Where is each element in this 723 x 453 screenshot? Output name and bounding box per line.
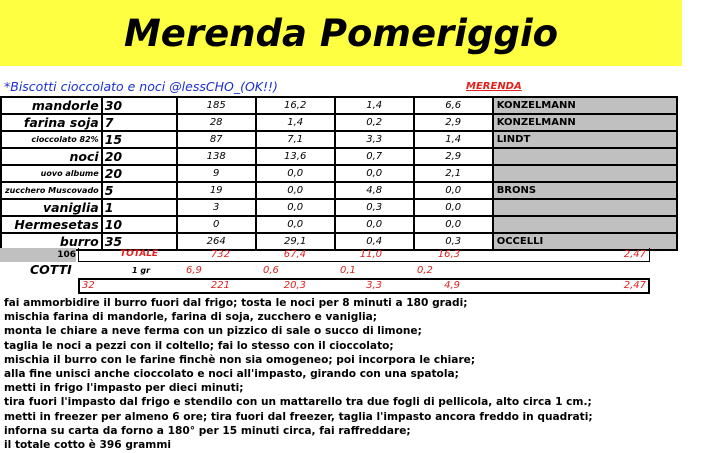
ingredient-kcal: 3	[177, 199, 256, 216]
cooked-qty: 32	[82, 280, 95, 291]
ingredient-qty: 35	[102, 233, 177, 250]
ingredient-name: mandorle	[1, 97, 102, 114]
ingredient-row	[1, 199, 677, 216]
ingredient-kcal: 264	[177, 233, 256, 250]
cotti-protein: 0,2	[417, 265, 433, 276]
recipe-subtitle: *Biscotti cioccolato e noci @lessCHO_(OK!!)	[4, 79, 278, 94]
ingredient-row	[1, 148, 677, 165]
page-title: Merenda Pomeriggio	[123, 11, 559, 55]
ingredient-kcal: 9	[177, 165, 256, 182]
ingredient-carb: 0,0	[335, 216, 414, 233]
cooked-fat: 20,3	[283, 280, 306, 291]
instruction-line: alla fine unisci anche cioccolato e noci all'impasto, girando con una spatola;	[4, 368, 459, 381]
ingredient-name: burro	[1, 233, 102, 250]
ingredient-brand	[493, 199, 677, 216]
total-carb: 11,0	[359, 249, 382, 260]
ingredient-name: farina soja	[1, 114, 102, 131]
ingredient-brand: OCCELLI	[493, 233, 677, 250]
instruction-line: metti in frigo l'impasto per dieci minuti;	[4, 382, 244, 395]
ingredient-qty: 5	[102, 182, 177, 199]
total-kcal: 732	[210, 249, 230, 260]
cooked-ratio: 2,47	[623, 280, 646, 291]
ingredient-qty: 20	[102, 165, 177, 182]
total-ratio: 2,47	[623, 249, 646, 260]
ingredient-name: uovo albume	[1, 165, 102, 182]
ingredient-protein: 0,0	[414, 199, 493, 216]
ingredient-carb: 1,4	[335, 97, 414, 114]
instruction-line: taglia le noci a pezzi con il coltello; fai lo stesso con il cioccolato;	[4, 339, 394, 352]
ingredient-fat: 7,1	[256, 131, 335, 148]
total-left-cell	[0, 248, 76, 262]
total-left-value: 106	[57, 250, 76, 260]
total-label: TOTALE	[120, 249, 159, 259]
ingredient-carb: 0,2	[335, 114, 414, 131]
instruction-line: monta le chiare a neve ferma con un pizzico di sale o succo di limone;	[4, 325, 422, 338]
ingredient-name: vaniglia	[1, 199, 102, 216]
ingredient-fat: 0,0	[256, 216, 335, 233]
ingredient-qty: 7	[102, 114, 177, 131]
ingredient-name: zucchero Muscovado	[1, 182, 102, 199]
ingredient-brand: BRONS	[493, 182, 677, 199]
ingredient-protein: 6,6	[414, 97, 493, 114]
instruction-line: inforna su carta da forno a 180° per 15 minuti circa, fai raffreddare;	[4, 424, 411, 437]
cotti-label: COTTI	[30, 262, 72, 277]
ingredient-carb: 0,0	[335, 165, 414, 182]
ingredient-row	[1, 216, 677, 233]
ingredient-fat: 0,0	[256, 199, 335, 216]
ingredient-protein: 0,0	[414, 216, 493, 233]
ingredient-name: noci	[1, 148, 102, 165]
cotti-kcal: 6,9	[186, 265, 202, 276]
ingredient-fat: 13,6	[256, 148, 335, 165]
ingredient-fat: 1,4	[256, 114, 335, 131]
total-fat: 67,4	[283, 249, 306, 260]
ingredient-kcal: 185	[177, 97, 256, 114]
ingredient-kcal: 87	[177, 131, 256, 148]
ingredient-protein: 2,9	[414, 114, 493, 131]
ingredient-row	[1, 114, 677, 131]
cotti-unit: 1 gr	[132, 266, 151, 275]
cotti-fat: 0,6	[263, 265, 279, 276]
ingredient-protein: 2,9	[414, 148, 493, 165]
total-protein: 16,3	[437, 249, 460, 260]
ingredient-name: cioccolato 82%	[1, 131, 102, 148]
ingredient-qty: 15	[102, 131, 177, 148]
ingredient-brand: KONZELMANN	[493, 114, 677, 131]
cooked-protein: 4,9	[444, 280, 460, 291]
cotti-carb: 0,1	[340, 265, 356, 276]
ingredient-row	[1, 131, 677, 148]
instructions	[4, 296, 593, 452]
ingredients-table	[0, 96, 678, 251]
instruction-line: metti in freezer per almeno 6 ore; tira fuori dal freezer, taglia l'impasto ancora freddo in quadrati;	[4, 410, 593, 423]
merenda-label: MERENDA	[466, 81, 522, 92]
ingredient-carb: 0,4	[335, 233, 414, 250]
ingredient-fat: 29,1	[256, 233, 335, 250]
ingredient-fat: 0,0	[256, 165, 335, 182]
cooked-carb: 3,3	[366, 280, 382, 291]
ingredient-carb: 3,3	[335, 131, 414, 148]
ingredient-protein: 0,0	[414, 182, 493, 199]
ingredient-row	[1, 165, 677, 182]
ingredient-protein: 1,4	[414, 131, 493, 148]
ingredient-name: Hermesetas	[1, 216, 102, 233]
ingredient-brand	[493, 148, 677, 165]
title-bar	[0, 0, 682, 66]
ingredient-brand	[493, 165, 677, 182]
ingredient-fat: 16,2	[256, 97, 335, 114]
ingredient-protein: 0,3	[414, 233, 493, 250]
ingredient-kcal: 0	[177, 216, 256, 233]
ingredient-carb: 0,3	[335, 199, 414, 216]
instruction-line: mischia farina di mandorle, farina di soja, zucchero e vaniglia;	[4, 311, 377, 324]
instruction-line: tira fuori l'impasto dal frigo e stendilo con un mattarello tra due fogli di pellicola, alto circa 1 cm.;	[4, 396, 592, 409]
ingredient-protein: 2,1	[414, 165, 493, 182]
instruction-line: fai ammorbidire il burro fuori dal frigo; tosta le noci per 8 minuti a 180 gradi;	[4, 297, 468, 309]
ingredient-qty: 10	[102, 216, 177, 233]
ingredient-fat: 0,0	[256, 182, 335, 199]
instruction-line: il totale cotto è 396 grammi	[4, 439, 172, 452]
ingredient-brand: KONZELMANN	[493, 97, 677, 114]
ingredient-row	[1, 97, 677, 114]
ingredient-brand: LINDT	[493, 131, 677, 148]
ingredient-carb: 0,7	[335, 148, 414, 165]
ingredient-kcal: 28	[177, 114, 256, 131]
ingredient-qty: 1	[102, 199, 177, 216]
ingredient-qty: 30	[102, 97, 177, 114]
ingredient-kcal: 19	[177, 182, 256, 199]
ingredient-carb: 4,8	[335, 182, 414, 199]
cooked-kcal: 221	[210, 280, 230, 291]
ingredient-qty: 20	[102, 148, 177, 165]
ingredient-row	[1, 182, 677, 199]
ingredient-kcal: 138	[177, 148, 256, 165]
ingredient-brand	[493, 216, 677, 233]
instruction-line: mischia il burro con le farine finchè non sia omogeneo; poi incorpora le chiare;	[4, 353, 476, 366]
